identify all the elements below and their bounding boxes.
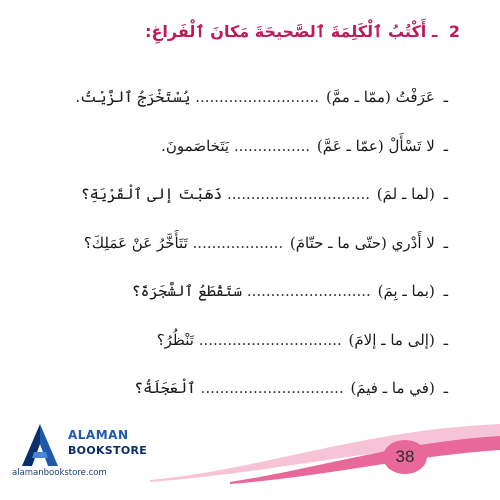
exercise-item bbox=[161, 137, 448, 155]
exercise-item bbox=[134, 379, 448, 397]
item-dash: ـ bbox=[443, 137, 448, 155]
exercise-item bbox=[81, 185, 448, 203]
item-before: عَرَفْتُ bbox=[395, 88, 435, 106]
page-number-badge bbox=[383, 440, 427, 474]
item-after: ذَهَبْتَ إلى ٱلْقَرْيَةِ؟ bbox=[80, 185, 223, 203]
item-options: (بما ـ بِمَ) bbox=[377, 282, 435, 300]
item-after: ٱلْعَجَلَةُ؟ bbox=[134, 379, 196, 397]
logo-name-line2: BOOKSTORE bbox=[68, 444, 148, 457]
letter-a-logo-icon bbox=[18, 422, 62, 468]
item-after: سَتَقْطَعُ ٱلشَّجَرَةَ؟ bbox=[131, 282, 243, 300]
item-options: (إلى ما ـ إلامَ) bbox=[348, 331, 435, 349]
item-blank: .......................... bbox=[195, 88, 320, 106]
item-dash: ـ bbox=[443, 331, 448, 349]
exercise-instruction: أَكْتُبُ ٱلْكَلِمَةَ ٱلصَّحيحَةَ مَكانَ ٱلْفَراغِ: bbox=[145, 22, 427, 41]
exercise-item bbox=[132, 282, 448, 300]
logo-name-line1: ALAMAN bbox=[68, 428, 129, 442]
item-dash: ـ bbox=[443, 282, 448, 300]
item-blank: ................ bbox=[233, 137, 311, 155]
exercise-item bbox=[157, 331, 448, 349]
exercise-separator: ـ bbox=[431, 22, 438, 41]
item-after: تَنْظُرُ؟ bbox=[156, 331, 194, 349]
item-dash: ـ bbox=[443, 379, 448, 397]
exercise-item bbox=[75, 88, 448, 106]
exercise-item bbox=[84, 234, 448, 252]
item-blank: .............................. bbox=[200, 379, 344, 397]
item-options: (حتّى ما ـ حتّامَ) bbox=[289, 234, 387, 252]
item-options: (ممّا ـ ممَّ) bbox=[325, 88, 391, 106]
item-options: (في ما ـ فيمَ) bbox=[350, 379, 435, 397]
logo-url: alamanbookstore.com bbox=[12, 468, 107, 478]
item-options: (لما ـ لمَ) bbox=[376, 185, 435, 203]
exercise-number: 2 bbox=[448, 22, 460, 41]
item-dash: ـ bbox=[443, 88, 448, 106]
item-after: يَتَخاصَمونَ. bbox=[161, 137, 230, 155]
item-after: يُسْتَخْرَجُ ٱلزَّيْتُ. bbox=[75, 88, 191, 106]
item-blank: .............................. bbox=[198, 331, 342, 349]
item-dash: ـ bbox=[443, 185, 448, 203]
item-options: (عمّا ـ عَمَّ) bbox=[316, 137, 384, 155]
item-blank: ................... bbox=[192, 234, 284, 252]
item-dash: ـ bbox=[443, 234, 448, 252]
item-before: لا تَسْأَلْ bbox=[388, 137, 435, 155]
item-before: لا أَدْري bbox=[391, 234, 435, 252]
exercise-heading bbox=[145, 22, 460, 41]
item-blank: .............................. bbox=[226, 185, 371, 203]
bookstore-logo bbox=[10, 420, 150, 490]
page-number: 38 bbox=[395, 447, 415, 466]
item-after: تَتَأَخَّرُ عَنْ عَمَلِكَ؟ bbox=[83, 234, 188, 252]
item-blank: .......................... bbox=[246, 282, 371, 300]
